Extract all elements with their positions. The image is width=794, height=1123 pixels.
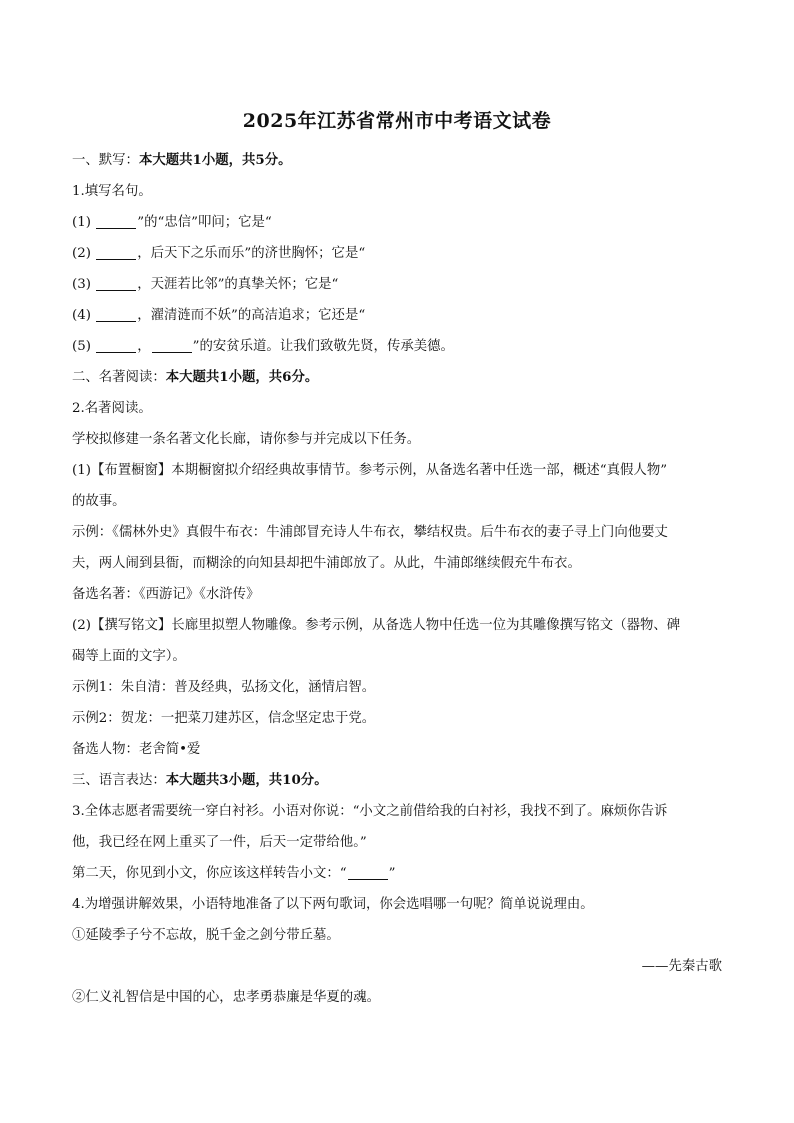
- q2-people: 备选人物：老舍简•爱: [72, 742, 201, 757]
- q1-item-2-num: (2): [72, 246, 96, 261]
- section-2-prefix: 二、名著阅读：: [72, 370, 166, 385]
- section-2-heading: [72, 362, 722, 393]
- answer-blank[interactable]: [152, 338, 192, 353]
- answer-blank[interactable]: [96, 276, 136, 291]
- q3-line3: [72, 858, 722, 889]
- q1-item-1-text: ”的“忠信”叩问；它是“: [137, 215, 272, 230]
- q2-example-line1: 示例：《儒林外史》真假牛布衣：牛浦郎冒充诗人牛布衣，攀结权贵。后牛布衣的妻子寻上门向他要丈: [72, 525, 668, 540]
- q1-stem: 1.填写名句。: [72, 184, 152, 199]
- q2-example-line2: 夫，两人闹到县衙，而糊涂的向知县却把牛浦郎放了。从此，牛浦郎继续假充牛布衣。: [72, 556, 581, 571]
- q1-item-1: [72, 207, 722, 238]
- section-1-prefix: 一、默写：: [72, 153, 139, 168]
- answer-blank[interactable]: [96, 245, 136, 260]
- answer-blank[interactable]: [96, 338, 136, 353]
- q3-line2: 他，我已经在网上重买了一件，后天一定带给他。”: [72, 835, 367, 850]
- q1-item-3-num: (3): [72, 277, 96, 292]
- section-1-heading: [72, 145, 722, 176]
- q2-example-2: 示例2：贺龙：一把菜刀建苏区，信念坚定忠于党。: [72, 711, 376, 726]
- q1-item-4-num: (4): [72, 308, 96, 323]
- q1-item-5-num: (5): [72, 339, 96, 354]
- q1-item-2: [72, 238, 722, 269]
- answer-blank[interactable]: [348, 865, 388, 880]
- q2-task1-line1: (1)【布置橱窗】本期橱窗拟介绍经典故事情节。参考示例，从备选名著中任选一部，概述“真假人物”: [72, 463, 668, 478]
- q2-intro: 学校拟修建一条名著文化长廊，请你参与并完成以下任务。: [72, 432, 421, 447]
- section-3-info: 本大题共3小题，共10分。: [165, 772, 328, 788]
- q4-source-1: ——先秦古歌: [641, 959, 722, 974]
- q2-task2-line1: (2)【撰写铭文】长廊里拟塑人物雕像。参考示例，从备选人物中任选一位为其雕像撰写铭文（器物、碑: [72, 618, 681, 633]
- answer-blank[interactable]: [96, 214, 136, 229]
- q3-line3-text: 第二天，你见到小文，你应该这样转告小文：“: [72, 866, 347, 881]
- q2-example-1: 示例1：朱自清：普及经典，弘扬文化，涵情启智。: [72, 680, 376, 695]
- q4-stem: 4.为增强讲解效果，小语特地准备了以下两句歌词，你会选唱哪一句呢？简单说说理由。: [72, 897, 594, 912]
- q2-stem: 2.名著阅读。: [72, 401, 152, 416]
- section-1-info: 本大题共1小题，共5分。: [138, 152, 292, 168]
- exam-content: [72, 145, 722, 1013]
- q1-item-4: [72, 300, 722, 331]
- q2-books: 备选名著：《西游记》《水浒传》: [72, 587, 260, 602]
- q3-line3-close: ”: [388, 866, 396, 881]
- q1-item-3-text: ，天涯若比邻”的真挚关怀；它是“: [137, 277, 339, 292]
- section-3-heading: [72, 765, 722, 796]
- q1-item-4-text: ，濯清涟而不妖”的高洁追求；它还是“: [137, 308, 366, 323]
- q4-lyric-1: ①延陵季子兮不忘故，脱千金之剑兮带丘墓。: [72, 928, 340, 943]
- exam-title: 2025年江苏省常州市中考语文试卷: [242, 110, 552, 132]
- q4-lyric-2: ②仁义礼智信是中国的心，忠孝勇恭廉是华夏的魂。: [72, 990, 380, 1005]
- section-2-info: 本大题共1小题，共6分。: [165, 369, 319, 385]
- section-3-prefix: 三、语言表达：: [72, 773, 166, 788]
- q3-line1: 3.全体志愿者需要统一穿白衬衫。小语对你说：“小文之前借给我的白衬衫，我找不到了。麻烦你告诉: [72, 804, 668, 819]
- q1-item-2-text: ，后天下之乐而乐”的济世胸怀；它是“: [137, 246, 366, 261]
- q2-task2-line2: 碣等上面的文字）。: [72, 649, 186, 664]
- q2-task1-line2: 的故事。: [72, 494, 126, 509]
- q1-item-5-text: ”的安贫乐道。让我们致敬先贤，传承美德。: [192, 339, 454, 354]
- answer-blank[interactable]: [96, 307, 136, 322]
- q1-item-1-num: (1): [72, 215, 96, 230]
- q1-item-5-sep: ，: [137, 339, 151, 354]
- q1-item-3: [72, 269, 722, 300]
- q1-item-5: [72, 331, 722, 362]
